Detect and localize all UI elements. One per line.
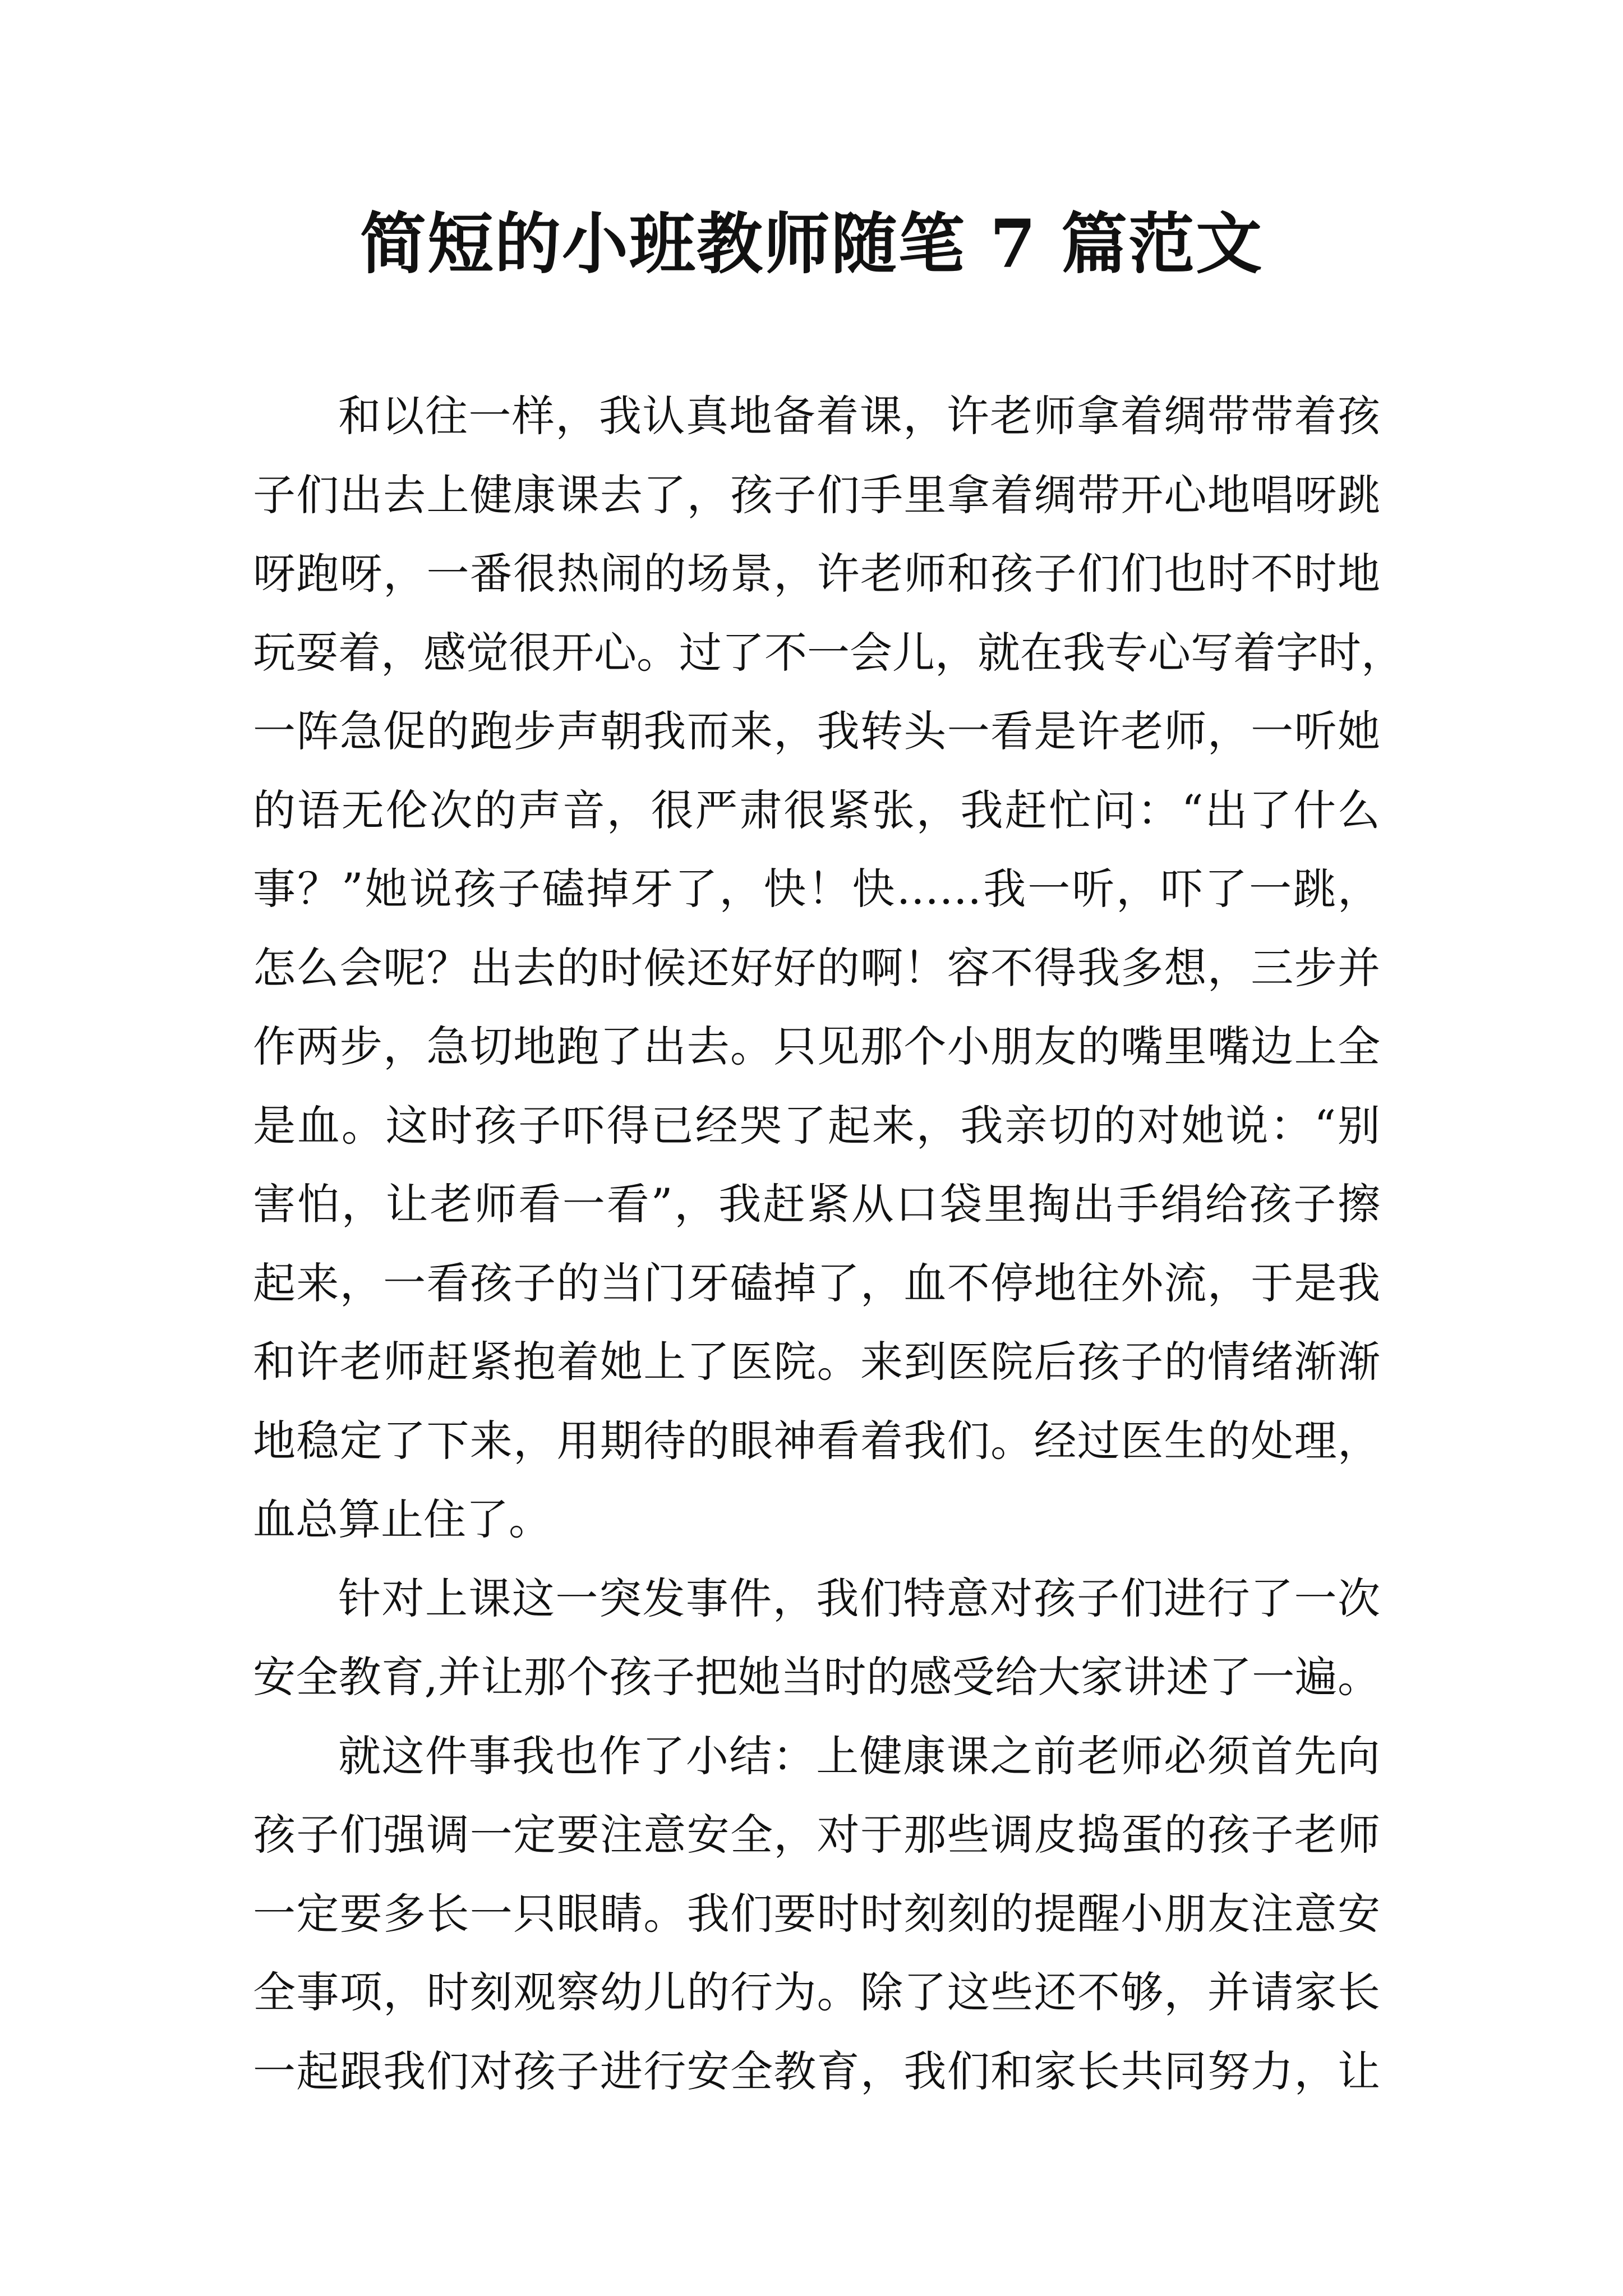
text-line: 是血。这时孩子吓得已经哭了起来，我亲切的对她说：“别	[253, 1100, 1380, 1151]
document-body	[253, 377, 1404, 2111]
text-line: 的语无伦次的声音，很严肃很紧张，我赶忙问：“出了什么	[253, 785, 1380, 835]
text-line: 一定要多长一只眼睛。我们要时时刻刻的提醒小朋友注意安	[253, 1888, 1380, 1939]
text-line: 针对上课这一突发事件，我们特意对孩子们进行了一次	[338, 1573, 1380, 1623]
text-line: 害怕，让老师看一看”，我赶紧从口袋里掏出手绢给孩子擦	[253, 1179, 1380, 1229]
text-line: 事？”她说孩子磕掉牙了，快！快……我一听，吓了一跳，	[253, 864, 1380, 914]
text-line: 血总算止住了。	[253, 1494, 551, 1544]
text-line: 呀跑呀，一番很热闹的场景，许老师和孩子们们也时不时地	[253, 549, 1380, 599]
text-line: 玩耍着，感觉很开心。过了不一会儿，就在我专心写着字时，	[253, 627, 1404, 678]
text-line: 一起跟我们对孩子进行安全教育，我们和家长共同努力，让	[253, 2046, 1380, 2096]
text-line: 一阵急促的跑步声朝我而来，我转头一看是许老师，一听她	[253, 706, 1380, 756]
text-line: 子们出去上健康课去了，孩子们手里拿着绸带开心地唱呀跳	[253, 470, 1380, 520]
text-line: 和以往一样，我认真地备着课，许老师拿着绸带带着孩	[338, 391, 1380, 441]
text-line: 孩子们强调一定要注意安全，对于那些调皮捣蛋的孩子老师	[253, 1810, 1380, 1860]
text-line: 安全教育,并让那个孩子把她当时的感受给大家讲述了一遍。	[253, 1652, 1380, 1702]
text-line: 起来，一看孩子的当门牙磕掉了，血不停地往外流，于是我	[253, 1258, 1380, 1308]
text-line: 作两步，急切地跑了出去。只见那个小朋友的嘴里嘴边上全	[253, 1022, 1380, 1071]
text-line: 全事项，时刻观察幼儿的行为。除了这些还不够，并请家长	[253, 1967, 1380, 2017]
text-line: 和许老师赶紧抱着她上了医院。来到医院后孩子的情绪渐渐	[253, 1337, 1380, 1387]
text-line: 就这件事我也作了小结：上健康课之前老师必须首先向	[338, 1731, 1380, 1781]
text-line: 地稳定了下来，用期待的眼神看着我们。经过医生的处理，	[253, 1415, 1380, 1466]
document-title: 简短的小班教师随笔 7 篇范文	[359, 205, 1264, 283]
text-line: 怎么会呢？出去的时候还好好的啊！容不得我多想，三步并	[253, 942, 1380, 993]
